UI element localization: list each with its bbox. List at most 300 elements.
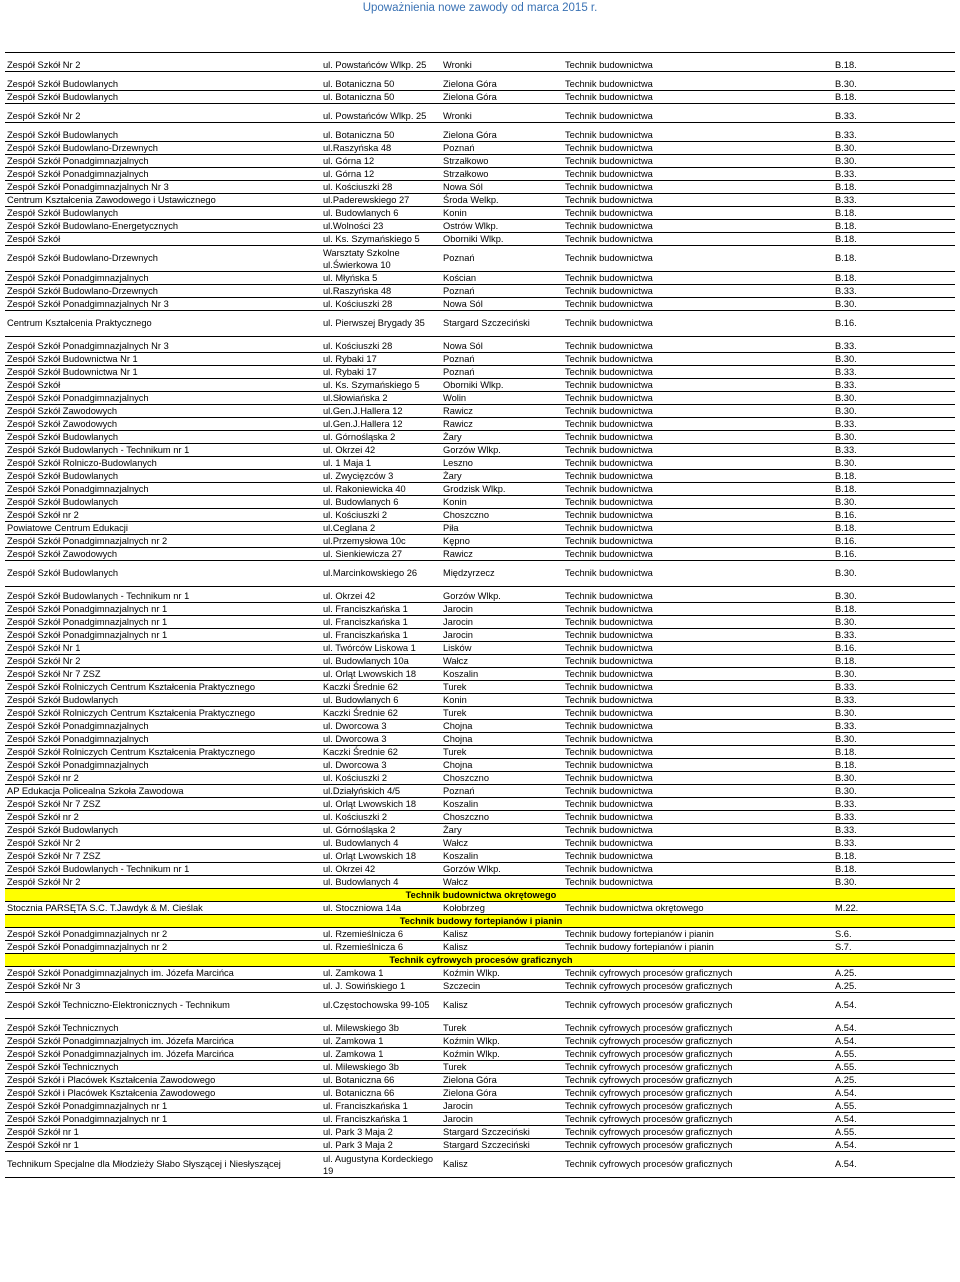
table-row — [5, 1113, 955, 1126]
profession-cell: Technik budownictwa — [563, 72, 833, 91]
table-row — [5, 561, 955, 587]
school-name-cell: Zespół Szkół Budownictwa Nr 1 — [5, 353, 321, 366]
profession-cell: Technik budownictwa — [563, 392, 833, 405]
city-cell: Wałcz — [441, 876, 563, 889]
city-cell: Lisków — [441, 642, 563, 655]
qualification-cell: B.33. — [833, 720, 955, 733]
address-cell: ul. Rybaki 17 — [321, 366, 441, 379]
table-row — [5, 616, 955, 629]
school-name-cell: Zespół Szkół Ponadgimnazjalnych nr 1 — [5, 603, 321, 616]
table-row — [5, 1048, 955, 1061]
city-cell: Kościan — [441, 272, 563, 285]
address-cell: ul. Powstańców Wlkp. 25 — [321, 104, 441, 123]
profession-cell: Technik budownictwa — [563, 824, 833, 837]
profession-cell: Technik budownictwa — [563, 194, 833, 207]
profession-cell: Technik budownictwa — [563, 246, 833, 272]
table-row — [5, 298, 955, 311]
section-title: Technik cyfrowych procesów graficznych — [5, 954, 955, 967]
profession-cell: Technik budownictwa — [563, 444, 833, 457]
table-row — [5, 681, 955, 694]
profession-cell: Technik budownictwa — [563, 681, 833, 694]
school-name-cell: Zespół Szkół Ponadgimnazjalnych im. Józefa Marcińca — [5, 1035, 321, 1048]
profession-cell: Technik budownictwa — [563, 207, 833, 220]
section-header-row — [5, 889, 955, 902]
city-cell: Strzałkowo — [441, 168, 563, 181]
qualification-cell: B.18. — [833, 53, 955, 72]
profession-cell: Technik budownictwa — [563, 629, 833, 642]
table-row — [5, 1035, 955, 1048]
profession-cell: Technik budownictwa — [563, 142, 833, 155]
profession-cell: Technik budownictwa — [563, 220, 833, 233]
table-row — [5, 759, 955, 772]
profession-cell: Technik cyfrowych procesów graficznych — [563, 1100, 833, 1113]
table-row — [5, 1087, 955, 1100]
city-cell: Chojna — [441, 759, 563, 772]
school-name-cell: Centrum Kształcenia Zawodowego i Ustawicznego — [5, 194, 321, 207]
school-name-cell: Zespół Szkół Budowlanych — [5, 431, 321, 444]
city-cell: Konin — [441, 496, 563, 509]
address-cell: ul. Ks. Szymańskiego 5 — [321, 379, 441, 392]
table-row — [5, 733, 955, 746]
qualification-cell: B.18. — [833, 863, 955, 876]
address-cell: ul.Gen.J.Hallera 12 — [321, 405, 441, 418]
page-header: Upoważnienia nowe zawody od marca 2015 r. — [362, 2, 598, 14]
school-name-cell: Zespół Szkół Budowlanych — [5, 824, 321, 837]
qualification-cell: B.33. — [833, 104, 955, 123]
city-cell: Wronki — [441, 53, 563, 72]
city-cell: Koszalin — [441, 798, 563, 811]
qualification-cell: B.30. — [833, 457, 955, 470]
city-cell: Kalisz — [441, 993, 563, 1019]
profession-cell: Technik budownictwa — [563, 457, 833, 470]
city-cell: Konin — [441, 694, 563, 707]
city-cell: Rawicz — [441, 405, 563, 418]
qualification-cell: B.33. — [833, 123, 955, 142]
table-row — [5, 746, 955, 759]
city-cell: Wałcz — [441, 655, 563, 668]
address-cell: Warsztaty Szkolne ul.Świerkowa 10 — [321, 246, 441, 272]
school-name-cell: Zespół Szkół Budowlanych — [5, 561, 321, 587]
school-name-cell: Zespół Szkół Nr 7 ZSZ — [5, 850, 321, 863]
profession-cell: Technik cyfrowych procesów graficznych — [563, 993, 833, 1019]
address-cell: ul. Rzemieślnicza 6 — [321, 941, 441, 954]
qualification-cell: B.30. — [833, 496, 955, 509]
table-row — [5, 967, 955, 980]
table-row — [5, 444, 955, 457]
city-cell: Poznań — [441, 353, 563, 366]
profession-cell: Technik cyfrowych procesów graficznych — [563, 1126, 833, 1139]
school-name-cell: Zespół Szkół Budowlanych — [5, 72, 321, 91]
profession-cell: Technik budownictwa — [563, 104, 833, 123]
city-cell: Oborniki Wlkp. — [441, 233, 563, 246]
profession-cell: Technik budownictwa — [563, 707, 833, 720]
table-row — [5, 483, 955, 496]
address-cell: ul. Budowlanych 4 — [321, 837, 441, 850]
city-cell: Turek — [441, 1019, 563, 1035]
qualification-cell: B.33. — [833, 285, 955, 298]
city-cell: Choszczno — [441, 509, 563, 522]
city-cell: Nowa Sól — [441, 181, 563, 194]
qualification-cell: B.18. — [833, 483, 955, 496]
address-cell: ul. Pierwszej Brygady 35 — [321, 311, 441, 337]
city-cell: Poznań — [441, 285, 563, 298]
qualification-cell: B.30. — [833, 353, 955, 366]
table-row — [5, 353, 955, 366]
school-name-cell: Zespół Szkół Ponadgimnazjalnych Nr 3 — [5, 337, 321, 353]
school-name-cell: Zespół Szkół Rolniczych Centrum Kształcenia Praktycznego — [5, 746, 321, 759]
profession-cell: Technik budownictwa — [563, 548, 833, 561]
address-cell: ul.Wolności 23 — [321, 220, 441, 233]
profession-cell: Technik budownictwa — [563, 337, 833, 353]
city-cell: Zielona Góra — [441, 72, 563, 91]
qualification-cell: B.30. — [833, 392, 955, 405]
table-body — [5, 53, 955, 1178]
school-name-cell: Zespół Szkół nr 1 — [5, 1139, 321, 1152]
qualification-cell: B.33. — [833, 444, 955, 457]
qualification-cell: A.54. — [833, 1019, 955, 1035]
profession-cell: Technik budownictwa — [563, 720, 833, 733]
profession-cell: Technik cyfrowych procesów graficznych — [563, 980, 833, 993]
address-cell: ul. Dworcowa 3 — [321, 720, 441, 733]
city-cell: Koźmin Wlkp. — [441, 1035, 563, 1048]
profession-cell: Technik budownictwa — [563, 311, 833, 337]
address-cell: ul. Franciszkańska 1 — [321, 1113, 441, 1126]
section-title: Technik budownictwa okrętowego — [5, 889, 955, 902]
table-row — [5, 850, 955, 863]
address-cell: ul. Zamkowa 1 — [321, 1035, 441, 1048]
table-row — [5, 798, 955, 811]
city-cell: Grodzisk Wlkp. — [441, 483, 563, 496]
table-row — [5, 863, 955, 876]
address-cell: ul. Franciszkańska 1 — [321, 1100, 441, 1113]
address-cell: ul. Budowlanych 6 — [321, 207, 441, 220]
table-row — [5, 470, 955, 483]
address-cell: ul. Budowlanych 10a — [321, 655, 441, 668]
table-row — [5, 496, 955, 509]
school-name-cell: Zespół Szkół Budowlanych - Technikum nr 1 — [5, 444, 321, 457]
city-cell: Jarocin — [441, 603, 563, 616]
address-cell: ul.Marcinkowskiego 26 — [321, 561, 441, 587]
address-cell: ul. Twórców Liskowa 1 — [321, 642, 441, 655]
address-cell: ul. Dworcowa 3 — [321, 759, 441, 772]
profession-cell: Technik budownictwa — [563, 668, 833, 681]
profession-cell: Technik cyfrowych procesów graficznych — [563, 1152, 833, 1178]
address-cell: ul. Budowlanych 6 — [321, 496, 441, 509]
qualification-cell: B.30. — [833, 707, 955, 720]
qualification-cell: A.25. — [833, 1074, 955, 1087]
address-cell: ul. Botaniczna 50 — [321, 72, 441, 91]
profession-cell: Technik budownictwa okrętowego — [563, 902, 833, 915]
address-cell: ul.Ceglana 2 — [321, 522, 441, 535]
city-cell: Gorzów Wlkp. — [441, 444, 563, 457]
table-row — [5, 642, 955, 655]
city-cell: Choszczno — [441, 772, 563, 785]
school-name-cell: Zespół Szkół Ponadgimnazjalnych nr 1 — [5, 1113, 321, 1126]
qualification-cell: B.18. — [833, 272, 955, 285]
qualification-cell: B.33. — [833, 694, 955, 707]
profession-cell: Technik budownictwa — [563, 483, 833, 496]
address-cell: ul. Orląt Lwowskich 18 — [321, 850, 441, 863]
qualification-cell: B.18. — [833, 91, 955, 104]
address-cell: ul. 1 Maja 1 — [321, 457, 441, 470]
qualification-cell: B.30. — [833, 561, 955, 587]
address-cell: ul. Orląt Lwowskich 18 — [321, 798, 441, 811]
city-cell: Ostrów Wlkp. — [441, 220, 563, 233]
qualification-cell: B.30. — [833, 298, 955, 311]
school-name-cell: Zespół Szkół Ponadgimnazjalnych — [5, 155, 321, 168]
school-name-cell: Zespół Szkół Ponadgimnazjalnych — [5, 168, 321, 181]
school-name-cell: Zespół Szkół Rolniczych Centrum Kształcenia Praktycznego — [5, 707, 321, 720]
table-row — [5, 168, 955, 181]
qualification-cell: B.16. — [833, 548, 955, 561]
city-cell: Zielona Góra — [441, 1074, 563, 1087]
qualification-cell: B.18. — [833, 759, 955, 772]
qualification-cell: B.33. — [833, 194, 955, 207]
address-cell: ul. Kościuszki 2 — [321, 772, 441, 785]
city-cell: Turek — [441, 1061, 563, 1074]
table-row — [5, 457, 955, 470]
address-cell: ul. Dworcowa 3 — [321, 733, 441, 746]
profession-cell: Technik budownictwa — [563, 123, 833, 142]
address-cell: ul. Górnośląska 2 — [321, 431, 441, 444]
qualification-cell: A.54. — [833, 993, 955, 1019]
table-row — [5, 629, 955, 642]
table-row — [5, 720, 955, 733]
table-row — [5, 522, 955, 535]
address-cell: ul. Park 3 Maja 2 — [321, 1139, 441, 1152]
city-cell: Rawicz — [441, 418, 563, 431]
school-name-cell: Zespół Szkół i Placówek Kształcenia Zawodowego — [5, 1087, 321, 1100]
school-name-cell: Zespół Szkół Nr 2 — [5, 104, 321, 123]
profession-cell: Technik budownictwa — [563, 535, 833, 548]
address-cell: ul. Milewskiego 3b — [321, 1061, 441, 1074]
school-name-cell: Zespół Szkół Technicznych — [5, 1019, 321, 1035]
table-row — [5, 155, 955, 168]
city-cell: Poznań — [441, 366, 563, 379]
city-cell: Turek — [441, 707, 563, 720]
table-row — [5, 837, 955, 850]
address-cell: ul. Botaniczna 50 — [321, 91, 441, 104]
qualification-cell: B.33. — [833, 168, 955, 181]
qualification-cell: B.30. — [833, 785, 955, 798]
authorizations-table — [5, 52, 955, 1178]
qualification-cell: B.18. — [833, 207, 955, 220]
city-cell: Jarocin — [441, 1113, 563, 1126]
qualification-cell: B.33. — [833, 366, 955, 379]
qualification-cell: B.33. — [833, 418, 955, 431]
city-cell: Zielona Góra — [441, 1087, 563, 1100]
profession-cell: Technik budownictwa — [563, 298, 833, 311]
qualification-cell: B.30. — [833, 668, 955, 681]
city-cell: Stargard Szczeciński — [441, 1139, 563, 1152]
city-cell: Żary — [441, 431, 563, 444]
table-row — [5, 694, 955, 707]
profession-cell: Technik budownictwa — [563, 863, 833, 876]
address-cell: ul. Franciszkańska 1 — [321, 616, 441, 629]
profession-cell: Technik budownictwa — [563, 561, 833, 587]
address-cell: ul. Park 3 Maja 2 — [321, 1126, 441, 1139]
address-cell: ul. Franciszkańska 1 — [321, 603, 441, 616]
profession-cell: Technik budownictwa — [563, 876, 833, 889]
school-name-cell: Zespół Szkół nr 1 — [5, 1126, 321, 1139]
address-cell: ul. Sienkiewicza 27 — [321, 548, 441, 561]
school-name-cell: Zespół Szkół Nr 2 — [5, 837, 321, 850]
table-row — [5, 181, 955, 194]
city-cell: Konin — [441, 207, 563, 220]
address-cell: ul. Powstańców Wlkp. 25 — [321, 53, 441, 72]
profession-cell: Technik budownictwa — [563, 168, 833, 181]
address-cell: ul. Górna 12 — [321, 155, 441, 168]
qualification-cell: B.18. — [833, 470, 955, 483]
school-name-cell: Zespół Szkół Ponadgimnazjalnych im. Józefa Marcińca — [5, 1048, 321, 1061]
profession-cell: Technik budownictwa — [563, 233, 833, 246]
qualification-cell: A.55. — [833, 1126, 955, 1139]
address-cell: ul. Górnośląska 2 — [321, 824, 441, 837]
qualification-cell: B.16. — [833, 642, 955, 655]
profession-cell: Technik budownictwa — [563, 181, 833, 194]
city-cell: Strzałkowo — [441, 155, 563, 168]
city-cell: Turek — [441, 681, 563, 694]
city-cell: Koźmin Wlkp. — [441, 1048, 563, 1061]
city-cell: Kalisz — [441, 941, 563, 954]
address-cell: ul. Kościuszki 28 — [321, 337, 441, 353]
profession-cell: Technik cyfrowych procesów graficznych — [563, 1113, 833, 1126]
city-cell: Oborniki Wlkp. — [441, 379, 563, 392]
table-row — [5, 587, 955, 603]
city-cell: Jarocin — [441, 629, 563, 642]
address-cell: ul. Okrzei 42 — [321, 444, 441, 457]
school-name-cell: Zespół Szkół Budowlano-Drzewnych — [5, 142, 321, 155]
city-cell: Turek — [441, 746, 563, 759]
table-row — [5, 233, 955, 246]
qualification-cell: B.33. — [833, 798, 955, 811]
address-cell: ul. Kościuszki 2 — [321, 811, 441, 824]
school-name-cell: Zespół Szkół Budowlano-Energetycznych — [5, 220, 321, 233]
profession-cell: Technik cyfrowych procesów graficznych — [563, 967, 833, 980]
qualification-cell: A.25. — [833, 980, 955, 993]
city-cell: Kalisz — [441, 928, 563, 941]
school-name-cell: Zespół Szkół Ponadgimnazjalnych nr 2 — [5, 928, 321, 941]
table-row — [5, 379, 955, 392]
qualification-cell: B.16. — [833, 311, 955, 337]
table-row — [5, 405, 955, 418]
profession-cell: Technik budownictwa — [563, 694, 833, 707]
qualification-cell: B.30. — [833, 431, 955, 444]
qualification-cell: B.18. — [833, 181, 955, 194]
school-name-cell: Zespół Szkół nr 2 — [5, 509, 321, 522]
profession-cell: Technik budownictwa — [563, 772, 833, 785]
qualification-cell: A.55. — [833, 1061, 955, 1074]
qualification-cell: B.18. — [833, 522, 955, 535]
profession-cell: Technik budownictwa — [563, 91, 833, 104]
city-cell: Stargard Szczeciński — [441, 311, 563, 337]
city-cell: Wronki — [441, 104, 563, 123]
table-row — [5, 72, 955, 91]
table-row — [5, 1139, 955, 1152]
city-cell: Choszczno — [441, 811, 563, 824]
table-row — [5, 811, 955, 824]
school-name-cell: Zespół Szkół Budowlano-Drzewnych — [5, 285, 321, 298]
table-row — [5, 668, 955, 681]
school-name-cell: Zespół Szkół Budowlanych — [5, 470, 321, 483]
table-row — [5, 392, 955, 405]
profession-cell: Technik budownictwa — [563, 272, 833, 285]
table-row — [5, 941, 955, 954]
school-name-cell: Zespół Szkół Ponadgimnazjalnych — [5, 720, 321, 733]
address-cell: ul. Górna 12 — [321, 168, 441, 181]
profession-cell: Technik budownictwa — [563, 53, 833, 72]
city-cell: Szczecin — [441, 980, 563, 993]
school-name-cell: Zespół Szkół Budowlanych - Technikum nr 1 — [5, 587, 321, 603]
school-name-cell: Zespół Szkół Nr 7 ZSZ — [5, 798, 321, 811]
table-row — [5, 207, 955, 220]
school-name-cell: AP Edukacja Policealna Szkoła Zawodowa — [5, 785, 321, 798]
address-cell: ul. Budowlanych 4 — [321, 876, 441, 889]
table-row — [5, 337, 955, 353]
qualification-cell: A.25. — [833, 967, 955, 980]
city-cell: Poznań — [441, 785, 563, 798]
address-cell: ul. J. Sowińskiego 1 — [321, 980, 441, 993]
profession-cell: Technik budownictwa — [563, 655, 833, 668]
qualification-cell: B.16. — [833, 509, 955, 522]
table-row — [5, 876, 955, 889]
qualification-cell: S.6. — [833, 928, 955, 941]
qualification-cell: A.54. — [833, 1113, 955, 1126]
school-name-cell: Zespół Szkół Ponadgimnazjalnych — [5, 272, 321, 285]
table-row — [5, 91, 955, 104]
profession-cell: Technik budownictwa — [563, 353, 833, 366]
address-cell: ul. Zwycięzców 3 — [321, 470, 441, 483]
qualification-cell: A.54. — [833, 1139, 955, 1152]
qualification-cell: B.33. — [833, 837, 955, 850]
school-name-cell: Zespół Szkół Ponadgimnazjalnych Nr 3 — [5, 298, 321, 311]
qualification-cell: B.30. — [833, 733, 955, 746]
profession-cell: Technik cyfrowych procesów graficznych — [563, 1035, 833, 1048]
profession-cell: Technik cyfrowych procesów graficznych — [563, 1019, 833, 1035]
profession-cell: Technik budowy fortepianów i pianin — [563, 928, 833, 941]
school-name-cell: Zespół Szkół — [5, 233, 321, 246]
qualification-cell: B.18. — [833, 746, 955, 759]
profession-cell: Technik budownictwa — [563, 733, 833, 746]
address-cell: ul. Milewskiego 3b — [321, 1019, 441, 1035]
school-name-cell: Zespół Szkół Budowlanych — [5, 123, 321, 142]
table-row — [5, 123, 955, 142]
table-row — [5, 824, 955, 837]
address-cell: Kaczki Średnie 62 — [321, 681, 441, 694]
school-name-cell: Zespół Szkół i Placówek Kształcenia Zawodowego — [5, 1074, 321, 1087]
school-name-cell: Zespół Szkół Zawodowych — [5, 548, 321, 561]
qualification-cell: M.22. — [833, 902, 955, 915]
address-cell: ul. Zamkowa 1 — [321, 1048, 441, 1061]
city-cell: Poznań — [441, 142, 563, 155]
profession-cell: Technik budownictwa — [563, 431, 833, 444]
qualification-cell: B.30. — [833, 587, 955, 603]
city-cell: Kalisz — [441, 1152, 563, 1178]
profession-cell: Technik budownictwa — [563, 155, 833, 168]
profession-cell: Technik budownictwa — [563, 366, 833, 379]
school-name-cell: Zespół Szkół Ponadgimnazjalnych — [5, 759, 321, 772]
school-name-cell: Powiatowe Centrum Edukacji — [5, 522, 321, 535]
school-name-cell: Technikum Specjalne dla Młodzieży Słabo Słyszącej i Niesłyszącej — [5, 1152, 321, 1178]
profession-cell: Technik budownictwa — [563, 785, 833, 798]
city-cell: Poznań — [441, 246, 563, 272]
address-cell: ul.Raszyńska 48 — [321, 285, 441, 298]
school-name-cell: Zespół Szkół Budowlanych — [5, 207, 321, 220]
address-cell: ul. Augustyna Kordeckiego 19 — [321, 1152, 441, 1178]
table-row — [5, 707, 955, 720]
profession-cell: Technik budownictwa — [563, 418, 833, 431]
qualification-cell: B.30. — [833, 616, 955, 629]
